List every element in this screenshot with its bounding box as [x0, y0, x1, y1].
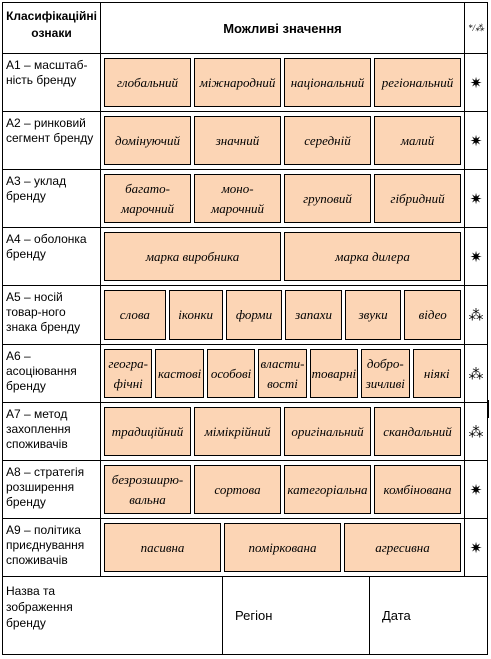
- value-cell: малий: [374, 116, 461, 165]
- value-cell: особові: [207, 349, 255, 398]
- header-symbol-cell: */⁂: [467, 22, 484, 33]
- margin-tick: [488, 400, 489, 418]
- symbol-icon: ✷: [469, 190, 483, 208]
- value-cell: груповий: [284, 174, 371, 223]
- value-cell: марка дилера: [284, 232, 461, 281]
- value-cell: скандальний: [374, 407, 461, 456]
- feature-row-a5: [3, 286, 487, 345]
- value-cell: мімікрійний: [194, 407, 281, 456]
- value-cell: власти-вості: [258, 349, 306, 398]
- feature-label: А4 – оболонка бренду: [3, 228, 101, 285]
- header-values-cell: [101, 3, 465, 53]
- feature-label: А5 – носій товар-ного знака бренду: [3, 286, 101, 344]
- value-cell: слова: [104, 290, 166, 340]
- symbol-icon: ⁂: [468, 307, 484, 324]
- value-cell: кастові: [155, 349, 203, 398]
- value-cell: іконки: [169, 290, 223, 340]
- feature-label: А8 – стратегія розширення бренду: [3, 461, 101, 518]
- symbol-icon: ✷: [469, 132, 483, 150]
- feature-values: [101, 345, 465, 402]
- value-cell: геогра-фічні: [104, 349, 152, 398]
- feature-values: [101, 112, 465, 169]
- value-cell: моно-марочний: [194, 174, 281, 223]
- feature-label: А6 – асоціювання бренду: [3, 345, 101, 402]
- value-cell: сортова: [194, 465, 281, 514]
- symbol-icon: ✷: [469, 248, 483, 266]
- value-cell: комбінована: [374, 465, 461, 514]
- feature-values: [101, 519, 465, 576]
- feature-label: А2 – ринковий сегмент бренду: [3, 112, 101, 169]
- value-cell: середній: [284, 116, 371, 165]
- feature-label: А3 – уклад бренду: [3, 170, 101, 227]
- symbol-icon: ✷: [469, 74, 483, 92]
- value-cell: гібридний: [374, 174, 461, 223]
- symbol-icon: ✷: [469, 481, 483, 499]
- value-cell: категоріальна: [284, 465, 371, 514]
- header-values-title: Можливі значення: [223, 20, 342, 36]
- date-label: Дата: [382, 608, 411, 623]
- date-cell: [370, 577, 487, 654]
- feature-row-a2: [3, 112, 487, 170]
- feature-label: А7 – метод захоплення споживачів: [3, 403, 101, 460]
- value-cell: значний: [194, 116, 281, 165]
- value-cell: міжнародний: [194, 58, 281, 107]
- footer-row: [3, 577, 487, 654]
- value-cell: поміркована: [224, 523, 341, 572]
- feature-values: [101, 228, 465, 285]
- value-cell: форми: [226, 290, 283, 340]
- header-row: [3, 3, 487, 54]
- brand-name-image-cell: [3, 577, 223, 654]
- region-cell: [223, 577, 370, 654]
- value-cell: марка виробника: [104, 232, 281, 281]
- value-cell: традиційний: [104, 407, 191, 456]
- value-cell: товарні: [310, 349, 358, 398]
- value-cell: запахи: [285, 290, 342, 340]
- brand-classification-table: [2, 2, 488, 655]
- value-cell: домінуючий: [104, 116, 191, 165]
- value-cell: багато-марочний: [104, 174, 191, 223]
- value-cell: оригінальний: [284, 407, 371, 456]
- feature-values: [101, 170, 465, 227]
- feature-row-a8: [3, 461, 487, 519]
- feature-values: [101, 461, 465, 518]
- feature-values: [101, 54, 465, 111]
- feature-values: [101, 286, 465, 344]
- value-cell: пасивна: [104, 523, 221, 572]
- feature-label: А9 – політика приєднування споживачів: [3, 519, 101, 576]
- symbol-icon: ⁂: [468, 423, 484, 441]
- value-cell: ніякі: [413, 349, 461, 398]
- value-cell: звуки: [345, 290, 402, 340]
- symbol-icon: ⁂: [468, 365, 484, 383]
- feature-row-a4: [3, 228, 487, 286]
- brand-name-label: Назва та зображення бренду: [6, 584, 73, 630]
- feature-values: [101, 403, 465, 460]
- feature-row-a6: [3, 345, 487, 403]
- symbol-icon: ✷: [469, 539, 483, 557]
- feature-row-a9: [3, 519, 487, 577]
- feature-row-a7: [3, 403, 487, 461]
- value-cell: відео: [404, 290, 461, 340]
- value-cell: глобальний: [104, 58, 191, 107]
- value-cell: добро-зичливі: [361, 349, 409, 398]
- feature-row-a3: [3, 170, 487, 228]
- value-cell: національний: [284, 58, 371, 107]
- value-cell: безрозширю-вальна: [104, 465, 191, 514]
- value-cell: агресивна: [344, 523, 461, 572]
- header-features-cell: Класифікаційні ознаки: [3, 3, 101, 53]
- value-cell: регіональний: [374, 58, 461, 107]
- feature-label: А1 – масштаб-ність бренду: [3, 54, 101, 111]
- region-label: Регіон: [235, 608, 273, 623]
- feature-row-a1: [3, 54, 487, 112]
